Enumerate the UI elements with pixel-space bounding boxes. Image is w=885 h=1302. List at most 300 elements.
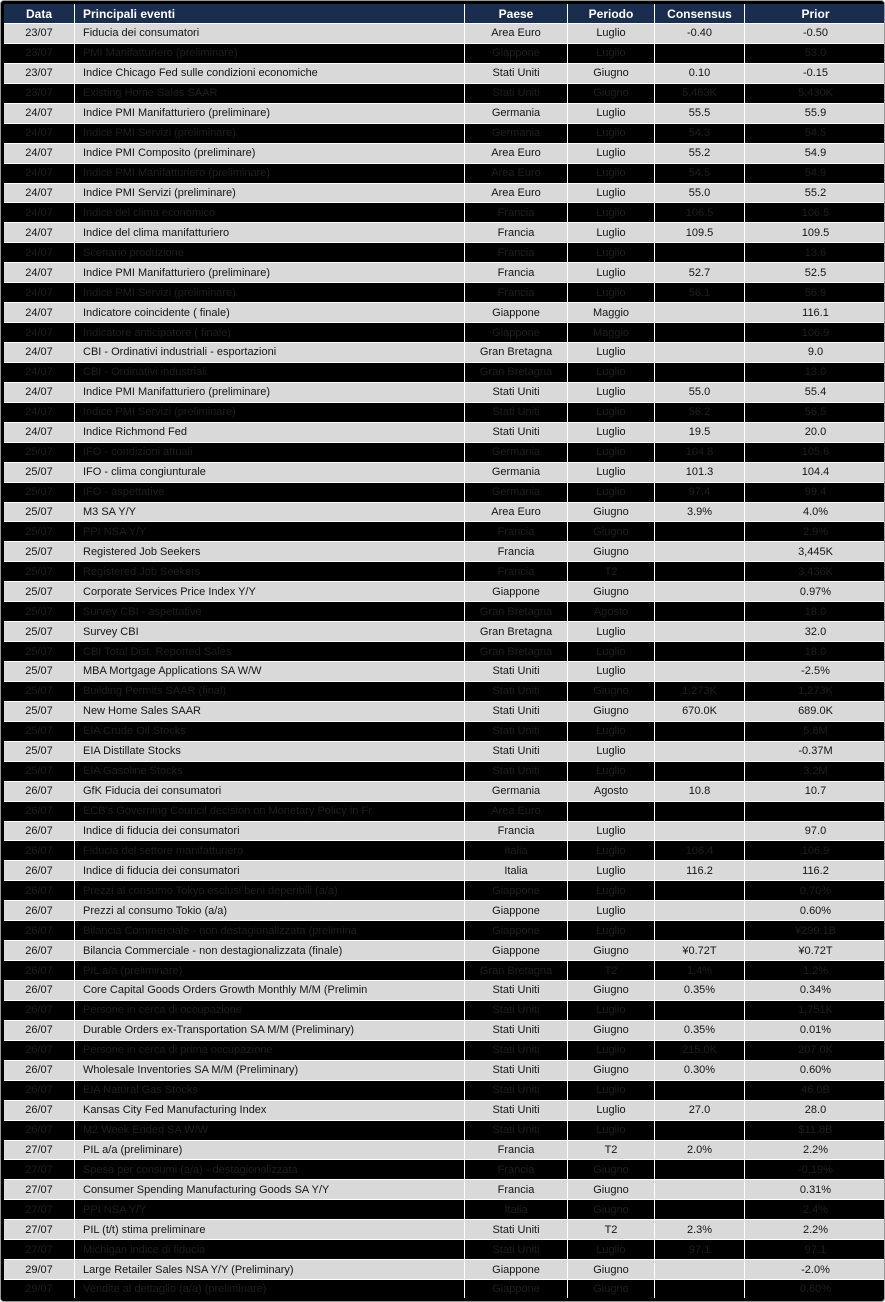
table-row xyxy=(3,1080,885,1100)
table-row xyxy=(3,941,885,961)
cell-prior: 2.2% xyxy=(745,1220,885,1240)
cell-period: Giugno xyxy=(568,1280,655,1300)
cell-prior: 4.0% xyxy=(745,502,885,522)
cell-date: 25/07 xyxy=(3,741,75,761)
cell-date: 25/07 xyxy=(3,562,75,582)
cell-consensus xyxy=(655,921,745,941)
table-row xyxy=(3,382,885,402)
cell-prior: 56.5 xyxy=(745,402,885,422)
cell-country: Giappone xyxy=(465,921,568,941)
cell-period: Luglio xyxy=(568,362,655,382)
cell-country: Gran Bretagna xyxy=(465,343,568,363)
table-row xyxy=(3,442,885,462)
cell-country: Stati Uniti xyxy=(465,721,568,741)
cell-date: 25/07 xyxy=(3,701,75,721)
cell-consensus: 97.4 xyxy=(655,482,745,502)
cell-period: Luglio xyxy=(568,821,655,841)
table-row xyxy=(3,223,885,243)
cell-event: IFO - aspettative xyxy=(75,482,465,502)
table-row xyxy=(3,83,885,103)
cell-prior: 106.9 xyxy=(745,323,885,343)
cell-prior: 104.4 xyxy=(745,462,885,482)
cell-prior: 1,273K xyxy=(745,681,885,701)
cell-period: Luglio xyxy=(568,283,655,303)
cell-event: CBI Total Dist. Reported Sales xyxy=(75,642,465,662)
cell-country: Germania xyxy=(465,482,568,502)
cell-period: Luglio xyxy=(568,462,655,482)
cell-country: Francia xyxy=(465,522,568,542)
cell-period: Luglio xyxy=(568,1240,655,1260)
cell-date: 24/07 xyxy=(3,263,75,283)
table-row xyxy=(3,402,885,422)
cell-consensus xyxy=(655,741,745,761)
cell-period: Maggio xyxy=(568,323,655,343)
cell-prior: 0.31% xyxy=(745,1180,885,1200)
cell-prior: 55.2 xyxy=(745,183,885,203)
cell-consensus xyxy=(655,622,745,642)
cell-country: Area Euro xyxy=(465,143,568,163)
cell-event: Vendite al dettaglio (a/a) (preliminare) xyxy=(75,1280,465,1300)
cell-consensus xyxy=(655,602,745,622)
cell-period: Luglio xyxy=(568,24,655,44)
cell-date: 26/07 xyxy=(3,1020,75,1040)
table-row xyxy=(3,1200,885,1220)
cell-country: Stati Uniti xyxy=(465,382,568,402)
cell-period xyxy=(568,801,655,821)
cell-date: 26/07 xyxy=(3,1080,75,1100)
cell-prior: 56.9 xyxy=(745,283,885,303)
cell-country: Stati Uniti xyxy=(465,1240,568,1260)
cell-prior xyxy=(745,801,885,821)
cell-date: 26/07 xyxy=(3,1060,75,1080)
cell-country: Stati Uniti xyxy=(465,981,568,1001)
cell-period: Luglio xyxy=(568,761,655,781)
cell-date: 29/07 xyxy=(3,1280,75,1300)
cell-period: Luglio xyxy=(568,123,655,143)
table-row xyxy=(3,303,885,323)
table-row xyxy=(3,243,885,263)
table-row xyxy=(3,681,885,701)
table-row xyxy=(3,562,885,582)
cell-date: 24/07 xyxy=(3,203,75,223)
cell-country: Francia xyxy=(465,1140,568,1160)
cell-date: 23/07 xyxy=(3,83,75,103)
cell-date: 25/07 xyxy=(3,622,75,642)
cell-prior: 9.0 xyxy=(745,343,885,363)
cell-event: PPI NSA Y/Y xyxy=(75,1200,465,1220)
cell-period: Maggio xyxy=(568,303,655,323)
cell-country: Francia xyxy=(465,283,568,303)
cell-date: 23/07 xyxy=(3,63,75,83)
cell-date: 26/07 xyxy=(3,881,75,901)
header-row xyxy=(3,3,885,24)
cell-period: Luglio xyxy=(568,921,655,941)
cell-consensus xyxy=(655,901,745,921)
cell-date: 24/07 xyxy=(3,183,75,203)
table-row xyxy=(3,582,885,602)
cell-event: Indice PMI Manifatturiero (preliminare) xyxy=(75,163,465,183)
cell-consensus: 2.3% xyxy=(655,1220,745,1240)
cell-consensus: 0.35% xyxy=(655,981,745,1001)
cell-event: GfK Fiducia dei consumatori xyxy=(75,781,465,801)
cell-prior: 20.0 xyxy=(745,422,885,442)
table-row xyxy=(3,801,885,821)
cell-date: 25/07 xyxy=(3,642,75,662)
table-row xyxy=(3,1040,885,1060)
cell-prior: 97.1 xyxy=(745,1240,885,1260)
cell-event: Indice PMI Servizi (preliminare) xyxy=(75,123,465,143)
cell-country: Francia xyxy=(465,542,568,562)
cell-prior: 99.4 xyxy=(745,482,885,502)
cell-prior: 54.5 xyxy=(745,123,885,143)
cell-country: Francia xyxy=(465,1160,568,1180)
table-row xyxy=(3,522,885,542)
cell-date: 26/07 xyxy=(3,1040,75,1060)
cell-consensus xyxy=(655,303,745,323)
cell-country: Stati Uniti xyxy=(465,701,568,721)
cell-date: 26/07 xyxy=(3,1120,75,1140)
table-row xyxy=(3,1020,885,1040)
cell-event: M3 SA Y/Y xyxy=(75,502,465,522)
cell-period: Luglio xyxy=(568,43,655,63)
cell-event: Indice di fiducia dei consumatori xyxy=(75,861,465,881)
table-row xyxy=(3,1180,885,1200)
table-row xyxy=(3,343,885,363)
cell-date: 26/07 xyxy=(3,1000,75,1020)
cell-consensus xyxy=(655,1120,745,1140)
cell-prior: ¥299.1B xyxy=(745,921,885,941)
table-row xyxy=(3,921,885,941)
cell-country: Stati Uniti xyxy=(465,1040,568,1060)
cell-date: 26/07 xyxy=(3,841,75,861)
cell-date: 25/07 xyxy=(3,522,75,542)
cell-prior: -2.0% xyxy=(745,1260,885,1280)
cell-event: Indicatore coincidente ( finale) xyxy=(75,303,465,323)
cell-consensus xyxy=(655,881,745,901)
cell-prior: 109.5 xyxy=(745,223,885,243)
cell-date: 23/07 xyxy=(3,24,75,44)
cell-prior: 2.9% xyxy=(745,522,885,542)
table-row xyxy=(3,24,885,44)
cell-prior: 0.70% xyxy=(745,881,885,901)
cell-period: T2 xyxy=(568,562,655,582)
cell-prior: 3,445K xyxy=(745,542,885,562)
cell-prior: 0.01% xyxy=(745,1020,885,1040)
cell-consensus: 55.0 xyxy=(655,382,745,402)
cell-event: CBI - Ordinativi industriali - esportazioni xyxy=(75,343,465,363)
cell-country: Italia xyxy=(465,1200,568,1220)
cell-consensus xyxy=(655,343,745,363)
cell-event: Corporate Services Price Index Y/Y xyxy=(75,582,465,602)
cell-consensus: 1,273K xyxy=(655,681,745,701)
cell-date: 24/07 xyxy=(3,123,75,143)
cell-prior: $11.8B xyxy=(745,1120,885,1140)
cell-date: 26/07 xyxy=(3,1100,75,1120)
cell-prior: 105.6 xyxy=(745,442,885,462)
cell-date: 24/07 xyxy=(3,422,75,442)
cell-period: Giugno xyxy=(568,1200,655,1220)
cell-prior: 1,751K xyxy=(745,1000,885,1020)
cell-country: Gran Bretagna xyxy=(465,622,568,642)
cell-consensus: ¥0.72T xyxy=(655,941,745,961)
cell-event: Indice PMI Composito (preliminare) xyxy=(75,143,465,163)
cell-event: Spesa per consumi (a/a) - destagionalizzata xyxy=(75,1160,465,1180)
cell-consensus xyxy=(655,721,745,741)
cell-period: Agosto xyxy=(568,602,655,622)
cell-consensus xyxy=(655,582,745,602)
table-row xyxy=(3,1140,885,1160)
cell-country: Stati Uniti xyxy=(465,741,568,761)
cell-period: Giugno xyxy=(568,981,655,1001)
cell-date: 27/07 xyxy=(3,1180,75,1200)
cell-period: Giugno xyxy=(568,1020,655,1040)
cell-country: Gran Bretagna xyxy=(465,602,568,622)
cell-period: Luglio xyxy=(568,721,655,741)
cell-period: Luglio xyxy=(568,482,655,502)
cell-country: Germania xyxy=(465,103,568,123)
cell-event: Indice del clima manifatturiero xyxy=(75,223,465,243)
table-row xyxy=(3,103,885,123)
table-row xyxy=(3,1240,885,1260)
cell-country: Stati Uniti xyxy=(465,1080,568,1100)
cell-event: PIL a/a (preliminare) xyxy=(75,961,465,981)
cell-prior: 116.2 xyxy=(745,861,885,881)
cell-country: Italia xyxy=(465,841,568,861)
cell-event: Indice PMI Servizi (preliminare) xyxy=(75,183,465,203)
cell-period: Luglio xyxy=(568,243,655,263)
cell-prior: 3.2M xyxy=(745,761,885,781)
cell-date: 24/07 xyxy=(3,343,75,363)
cell-consensus: 27.0 xyxy=(655,1100,745,1120)
cell-prior: 1.2% xyxy=(745,961,885,981)
cell-country: Giappone xyxy=(465,43,568,63)
cell-period: Luglio xyxy=(568,1040,655,1060)
cell-date: 24/07 xyxy=(3,103,75,123)
table-row xyxy=(3,502,885,522)
table-row xyxy=(3,1120,885,1140)
cell-event: Durable Orders ex-Transportation SA M/M (Preliminary) xyxy=(75,1020,465,1040)
table-row xyxy=(3,203,885,223)
cell-country: Francia xyxy=(465,203,568,223)
cell-prior: 116.1 xyxy=(745,303,885,323)
cell-period: Luglio xyxy=(568,662,655,682)
cell-date: 25/07 xyxy=(3,662,75,682)
cell-consensus: -0.40 xyxy=(655,24,745,44)
cell-period: Luglio xyxy=(568,1080,655,1100)
cell-date: 25/07 xyxy=(3,681,75,701)
cell-date: 26/07 xyxy=(3,861,75,881)
cell-event: Persone in cerca di prima occupazione xyxy=(75,1040,465,1060)
cell-period: Giugno xyxy=(568,1260,655,1280)
cell-country: Stati Uniti xyxy=(465,63,568,83)
cell-consensus xyxy=(655,542,745,562)
cell-date: 24/07 xyxy=(3,223,75,243)
cell-date: 25/07 xyxy=(3,442,75,462)
cell-period: Giugno xyxy=(568,582,655,602)
cell-country: Stati Uniti xyxy=(465,1220,568,1240)
cell-consensus: 54.3 xyxy=(655,123,745,143)
cell-prior: 55.4 xyxy=(745,382,885,402)
cell-consensus: 215.0K xyxy=(655,1040,745,1060)
cell-consensus: 101.3 xyxy=(655,462,745,482)
cell-event: Prezzi al consumo Tokio (a/a) xyxy=(75,901,465,921)
cell-event: Large Retailer Sales NSA Y/Y (Preliminary) xyxy=(75,1260,465,1280)
table-row xyxy=(3,183,885,203)
table-row xyxy=(3,462,885,482)
cell-country: Stati Uniti xyxy=(465,662,568,682)
cell-consensus: 5,463K xyxy=(655,83,745,103)
cell-event: Indice PMI Manifatturiero (preliminare) xyxy=(75,103,465,123)
cell-event: ECB's Governing Council decision on Monetary Policy in Fr xyxy=(75,801,465,821)
cell-consensus xyxy=(655,1280,745,1300)
cell-consensus xyxy=(655,562,745,582)
cell-event: Indice PMI Servizi (preliminare) xyxy=(75,283,465,303)
table-row xyxy=(3,721,885,741)
cell-country: Gran Bretagna xyxy=(465,961,568,981)
cell-event: IFO - condizioni attuali xyxy=(75,442,465,462)
cell-date: 25/07 xyxy=(3,582,75,602)
cell-prior: 0.97% xyxy=(745,582,885,602)
table-row xyxy=(3,642,885,662)
cell-country: Germania xyxy=(465,781,568,801)
cell-period: Giugno xyxy=(568,83,655,103)
table-row xyxy=(3,1060,885,1080)
cell-period: Luglio xyxy=(568,442,655,462)
cell-prior: 5.8M xyxy=(745,721,885,741)
cell-consensus xyxy=(655,1180,745,1200)
cell-prior: -0.50 xyxy=(745,24,885,44)
cell-date: 24/07 xyxy=(3,382,75,402)
cell-consensus xyxy=(655,522,745,542)
table-row xyxy=(3,283,885,303)
cell-prior: 54.9 xyxy=(745,163,885,183)
cell-consensus: 56.1 xyxy=(655,283,745,303)
table-row xyxy=(3,821,885,841)
cell-period: Luglio xyxy=(568,642,655,662)
cell-event: Indice PMI Manifatturiero (preliminare) xyxy=(75,382,465,402)
cell-country: Area Euro xyxy=(465,502,568,522)
cell-event: Indicatore anticipatore ( finale) xyxy=(75,323,465,343)
cell-consensus xyxy=(655,1160,745,1180)
cell-period: Giugno xyxy=(568,502,655,522)
cell-event: Bilancia Commerciale - non destagionalizzata (prelimina xyxy=(75,921,465,941)
cell-event: Survey CBI - aspettative xyxy=(75,602,465,622)
cell-event: Indice PMI Servizi (preliminare) xyxy=(75,402,465,422)
cell-event: Fiducia del settore manifatturiero xyxy=(75,841,465,861)
cell-date: 26/07 xyxy=(3,941,75,961)
cell-period: Giugno xyxy=(568,522,655,542)
cell-country: Stati Uniti xyxy=(465,1120,568,1140)
cell-event: CBI - Ordinativi industriali xyxy=(75,362,465,382)
cell-consensus: 670.0K xyxy=(655,701,745,721)
cell-consensus: 54.5 xyxy=(655,163,745,183)
cell-consensus xyxy=(655,1080,745,1100)
cell-period: Luglio xyxy=(568,1000,655,1020)
cell-prior: 18.0 xyxy=(745,642,885,662)
cell-prior: 52.5 xyxy=(745,263,885,283)
cell-period: Giugno xyxy=(568,1160,655,1180)
cell-consensus xyxy=(655,243,745,263)
cell-country: Germania xyxy=(465,462,568,482)
cell-country: Giappone xyxy=(465,323,568,343)
cell-event: Registered Job Seekers xyxy=(75,542,465,562)
cell-prior: 55.9 xyxy=(745,103,885,123)
cell-consensus: 55.0 xyxy=(655,183,745,203)
cell-event: PMI Manifatturiero (preliminare) xyxy=(75,43,465,63)
cell-consensus: 19.5 xyxy=(655,422,745,442)
cell-date: 26/07 xyxy=(3,981,75,1001)
cell-period: Luglio xyxy=(568,861,655,881)
cell-prior: 18.0 xyxy=(745,602,885,622)
cell-date: 27/07 xyxy=(3,1200,75,1220)
cell-period: Luglio xyxy=(568,881,655,901)
cell-event: Indice di fiducia dei consumatori xyxy=(75,821,465,841)
cell-country: Stati Uniti xyxy=(465,402,568,422)
cell-prior: -0.15 xyxy=(745,63,885,83)
cell-consensus: 0.30% xyxy=(655,1060,745,1080)
cell-consensus: 0.10 xyxy=(655,63,745,83)
cell-date: 27/07 xyxy=(3,1160,75,1180)
cell-date: 25/07 xyxy=(3,502,75,522)
cell-event: Persone in cerca di occupazione xyxy=(75,1000,465,1020)
table-row xyxy=(3,981,885,1001)
cell-consensus: 0.35% xyxy=(655,1020,745,1040)
cell-country: Stati Uniti xyxy=(465,422,568,442)
cell-date: 27/07 xyxy=(3,1240,75,1260)
col-header-principali-eventi: Principali eventi xyxy=(75,3,465,24)
cell-event: Indice del clima economico xyxy=(75,203,465,223)
cell-prior: 13.6 xyxy=(745,243,885,263)
cell-event: Bilancia Commerciale - non destagionalizzata (finale) xyxy=(75,941,465,961)
cell-consensus xyxy=(655,662,745,682)
cell-country: Giappone xyxy=(465,1260,568,1280)
cell-period: Giugno xyxy=(568,701,655,721)
cell-prior: 0.60% xyxy=(745,1060,885,1080)
table-row xyxy=(3,961,885,981)
cell-period: Luglio xyxy=(568,841,655,861)
cell-event: Prezzi al consumo Tokyo esclusi beni deperibili (a/a) xyxy=(75,881,465,901)
table-row xyxy=(3,1100,885,1120)
cell-event: Kansas City Fed Manufacturing Index xyxy=(75,1100,465,1120)
cell-country: Francia xyxy=(465,243,568,263)
cell-consensus: 3.9% xyxy=(655,502,745,522)
cell-country: Italia xyxy=(465,861,568,881)
cell-consensus xyxy=(655,821,745,841)
cell-country: Stati Uniti xyxy=(465,681,568,701)
cell-consensus xyxy=(655,323,745,343)
cell-consensus xyxy=(655,1200,745,1220)
cell-country: Giappone xyxy=(465,303,568,323)
cell-event: Building Permits SAAR (final) xyxy=(75,681,465,701)
cell-period: Luglio xyxy=(568,223,655,243)
cell-date: 25/07 xyxy=(3,602,75,622)
cell-country: Germania xyxy=(465,442,568,462)
table-row xyxy=(3,323,885,343)
cell-event: Registered Job Seekers xyxy=(75,562,465,582)
cell-date: 24/07 xyxy=(3,283,75,303)
cell-period: Giugno xyxy=(568,63,655,83)
cell-period: Luglio xyxy=(568,402,655,422)
cell-consensus: 10.8 xyxy=(655,781,745,801)
table-row xyxy=(3,1220,885,1240)
cell-date: 26/07 xyxy=(3,921,75,941)
cell-consensus xyxy=(655,43,745,63)
cell-prior: 46.0B xyxy=(745,1080,885,1100)
events-table xyxy=(1,1,885,1301)
cell-date: 26/07 xyxy=(3,801,75,821)
cell-event: Consumer Spending Manufacturing Goods SA Y/Y xyxy=(75,1180,465,1200)
cell-prior: 54.9 xyxy=(745,143,885,163)
